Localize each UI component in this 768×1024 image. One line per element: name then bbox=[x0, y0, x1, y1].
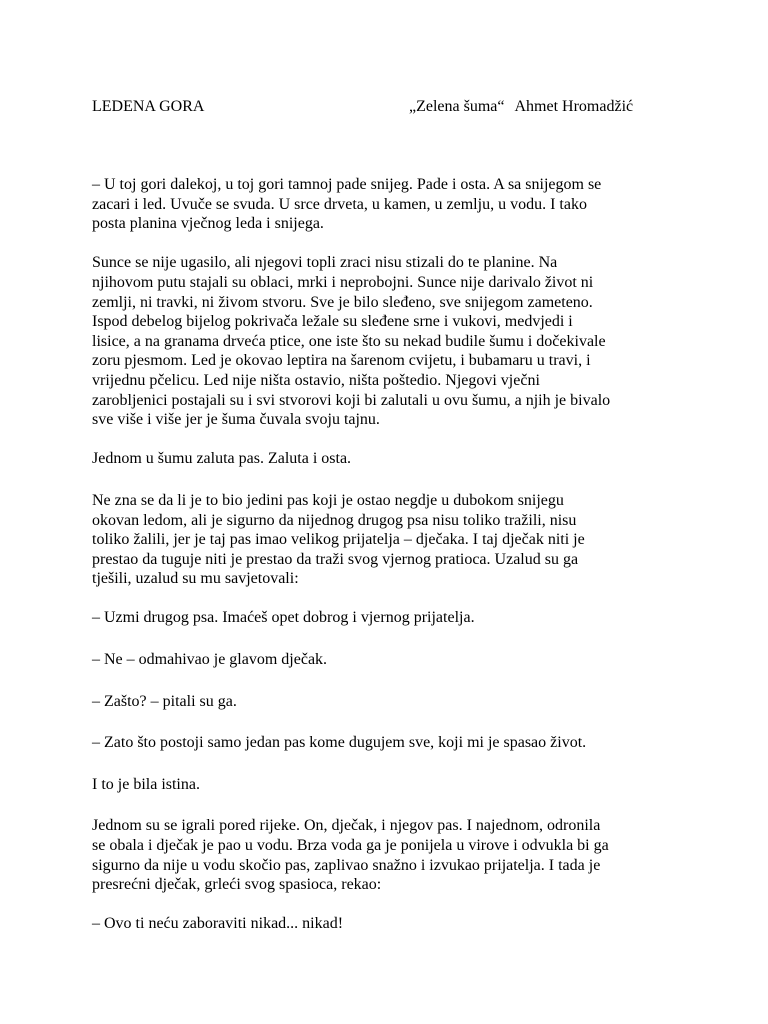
paragraph bbox=[92, 175, 692, 234]
paragraph bbox=[92, 914, 692, 934]
text-line: presrećni dječak, grleći svog spasioca, rekao: bbox=[92, 876, 382, 894]
text-line: Ispod debelog bijelog pokrivača ležale su sleđene srne i vukovi, medvjedi i bbox=[92, 313, 573, 331]
author-name: Ahmet Hromadžić bbox=[514, 98, 634, 115]
text-line: prestao da tuguje niti je prestao da traži svog vjernog pratioca. Uzalud su ga bbox=[92, 550, 579, 568]
text-line: se obala i dječak je pao u vodu. Brza voda ga je ponijela u virove i odvukla bi ga bbox=[92, 837, 609, 855]
text-line: njihovom putu stajali su oblaci, mrki i neprobojni. Sunce nije darivalo život ni bbox=[92, 273, 594, 291]
text-line: zemlji, ni travki, ni živom stvoru. Sve je bilo sleđeno, sve snijegom zameteno. bbox=[92, 293, 593, 311]
text-line: lisice, a na granama drveća ptice, one iste što su nekad budile šumu i dočekivale bbox=[92, 332, 606, 350]
text-line: Ne zna se da li je to bio jedini pas koji je ostao negdje u dubokom snijegu bbox=[92, 491, 564, 509]
paragraph bbox=[92, 692, 692, 712]
text-line: – Ovo ti neću zaboraviti nikad... nikad! bbox=[92, 915, 344, 933]
text-line: zarobljenici postajali su i svi stvorovi koji bi zalutali u ovu šumu, a njih je bivalo bbox=[92, 391, 611, 409]
paragraph bbox=[92, 816, 692, 894]
paragraph bbox=[92, 650, 692, 670]
book-title: „Zelena šuma“ bbox=[409, 98, 505, 115]
paragraph bbox=[92, 775, 692, 795]
text-line: Sunce se nije ugasilo, ali njegovi topli zraci nisu stizali do te planine. Na bbox=[92, 254, 558, 272]
text-line: – Uzmi drugog psa. Imaćeš opet dobrog i vjernog prijatelja. bbox=[92, 609, 475, 627]
text-line: – Zašto? – pitali su ga. bbox=[92, 692, 237, 710]
text-line: toliko žalili, jer je taj pas imao velikog prijatelja – dječaka. I taj dječak niti je bbox=[92, 531, 585, 549]
text-line: Jednom u šumu zaluta pas. Zaluta i osta. bbox=[92, 450, 352, 468]
text-line: vrijednu pčelicu. Led nije ništa ostavio, ništa poštedio. Njegovi vječni bbox=[92, 371, 540, 389]
paragraph bbox=[92, 733, 692, 753]
paragraph bbox=[92, 253, 692, 429]
text-line: – U toj gori dalekoj, u toj gori tamnoj pade snijeg. Pade i osta. A sa snijegom se bbox=[92, 176, 602, 193]
text-line: tješili, uzalud su mu savjetovali: bbox=[92, 570, 299, 588]
text-line: zoru pjesmom. Led je okovao leptira na šarenom cvijetu, i bubamaru u travi, i bbox=[92, 352, 591, 370]
text-line: posta planina vječnog leda i snijega. bbox=[92, 215, 324, 233]
paragraph bbox=[92, 449, 692, 469]
text-line: zacari i led. Uvuče se svuda. U srce drveta, u kamen, u zemlju, u vodu. I tako bbox=[92, 195, 587, 213]
text-line: sve više i više jer je šuma čuvala svoju tajnu. bbox=[92, 411, 380, 429]
text-line: okovan ledom, ali je sigurno da nijednog drugog psa nisu toliko tražili, nisu bbox=[92, 511, 577, 529]
text-line: I to je bila istina. bbox=[92, 775, 200, 793]
book-attribution bbox=[409, 97, 633, 117]
document-body bbox=[92, 175, 692, 956]
text-line: – Zato što postoji samo jedan pas kome dugujem sve, koji mi je spasao život. bbox=[92, 734, 587, 752]
text-line: Jednom su se igrali pored rijeke. On, dječak, i njegov pas. I najednom, odronila bbox=[92, 817, 601, 835]
story-heading: LEDENA GORA bbox=[92, 98, 205, 115]
text-line: – Ne – odmahivao je glavom dječak. bbox=[92, 651, 328, 669]
text-line: sigurno da nije u vodu skočio pas, zaplivao snažno i izvukao prijatelja. I tada je bbox=[92, 856, 601, 874]
paragraph bbox=[92, 491, 692, 589]
paragraph bbox=[92, 608, 692, 628]
page-header bbox=[92, 97, 692, 119]
